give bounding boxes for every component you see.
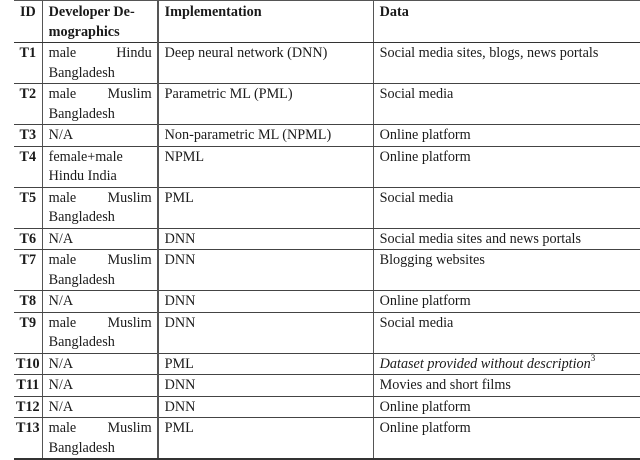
row-id: T9 (14, 312, 42, 353)
footnote-marker[interactable]: 3 (590, 352, 596, 363)
row-implementation: DNN (158, 250, 374, 291)
dem-gender: male (48, 45, 77, 61)
table-row (14, 250, 640, 291)
row-id: T1 (14, 43, 42, 84)
table-row (14, 43, 640, 84)
row-implementation: PML (158, 418, 374, 460)
dem-gender: male (48, 86, 77, 102)
table-row (14, 418, 640, 460)
dem-religion: Muslim (107, 252, 152, 268)
row-id: T7 (14, 250, 42, 291)
row-implementation: DNN (158, 291, 374, 313)
dem-country: Bangladesh (48, 334, 115, 350)
dem-religion: Muslim (107, 420, 152, 436)
row-data: Social media (373, 312, 640, 353)
row-demographics: N/A (42, 291, 158, 313)
dem-gender: male (48, 420, 77, 436)
dem-religion: Muslim (107, 86, 152, 102)
row-demographics (42, 418, 158, 460)
table-row (14, 375, 640, 397)
row-data: Blogging websites (373, 250, 640, 291)
row-data: Social media (373, 187, 640, 228)
table-header-row (14, 1, 640, 43)
header-demographics-line1 (49, 3, 152, 23)
table-row (14, 396, 640, 418)
header-demographics-line2: mographics (48, 23, 120, 40)
header-implementation: Implementation (158, 1, 374, 43)
table-row (14, 125, 640, 147)
row-data: Online platform (373, 418, 640, 460)
dem-gender: male (48, 189, 77, 206)
dem-country: Bangladesh (48, 209, 115, 225)
row-demographics: N/A (42, 375, 158, 397)
table-row (14, 312, 640, 353)
row-demographics: N/A (42, 396, 158, 418)
row-data-text: Dataset provided without description (379, 355, 591, 372)
row-id: T5 (14, 187, 42, 228)
row-id: T11 (14, 375, 42, 397)
row-demographics (42, 187, 158, 228)
table-row (14, 228, 640, 250)
table-row (14, 187, 640, 228)
row-demographics (42, 250, 158, 291)
row-implementation: DNN (158, 375, 374, 397)
row-id: T6 (14, 228, 42, 250)
row-data (373, 353, 640, 375)
row-demographics: N/A (42, 125, 158, 147)
row-demographics: N/A (42, 353, 158, 375)
header-data: Data (373, 1, 640, 43)
row-data: Online platform (373, 125, 640, 147)
table-row (14, 291, 640, 313)
dem-gender: male (48, 314, 77, 331)
row-demographics (42, 312, 158, 353)
row-demographics (42, 146, 158, 187)
row-data: Social media sites, blogs, news portals (373, 43, 640, 84)
row-id: T12 (14, 396, 42, 418)
dem-country: Bangladesh (48, 439, 115, 456)
dem-religion-country: Hindu India (48, 168, 117, 184)
row-demographics (42, 43, 158, 84)
row-demographics (42, 84, 158, 125)
dem-religion: Muslim (107, 314, 152, 331)
row-implementation: DNN (158, 396, 374, 418)
row-data: Social media sites and news portals (373, 228, 640, 250)
dem-gender: male (48, 252, 77, 268)
row-implementation: Deep neural network (DNN) (158, 43, 374, 84)
table-row (14, 353, 640, 375)
dem-religion: Hindu (116, 45, 152, 61)
dem-religion: Muslim (107, 189, 152, 206)
row-data: Movies and short films (373, 375, 640, 397)
row-id: T4 (14, 146, 42, 187)
row-implementation: DNN (158, 228, 374, 250)
row-data: Online platform (373, 146, 640, 187)
row-id: T13 (14, 418, 42, 460)
dem-gender: female+male (48, 148, 123, 165)
row-data: Online platform (373, 396, 640, 418)
header-id: ID (14, 1, 42, 43)
dem-country: Bangladesh (48, 271, 115, 288)
row-implementation: Parametric ML (PML) (158, 84, 374, 125)
row-id: T3 (14, 125, 42, 147)
row-id: T2 (14, 84, 42, 125)
developer-demographics-table (14, 0, 640, 460)
row-implementation: DNN (158, 312, 374, 353)
row-data: Online platform (373, 291, 640, 313)
table-row (14, 146, 640, 187)
header-demographics-line1-text: Developer De- (48, 4, 135, 20)
row-id: T10 (14, 353, 42, 375)
row-demographics: N/A (42, 228, 158, 250)
row-data: Social media (373, 84, 640, 125)
row-implementation: PML (158, 353, 374, 375)
table-row (14, 84, 640, 125)
row-implementation: NPML (158, 146, 374, 187)
row-implementation: PML (158, 187, 374, 228)
row-implementation: Non-parametric ML (NPML) (158, 125, 374, 147)
dem-country: Bangladesh (48, 64, 115, 81)
dem-country: Bangladesh (48, 105, 115, 122)
row-id: T8 (14, 291, 42, 313)
header-demographics (42, 1, 158, 43)
